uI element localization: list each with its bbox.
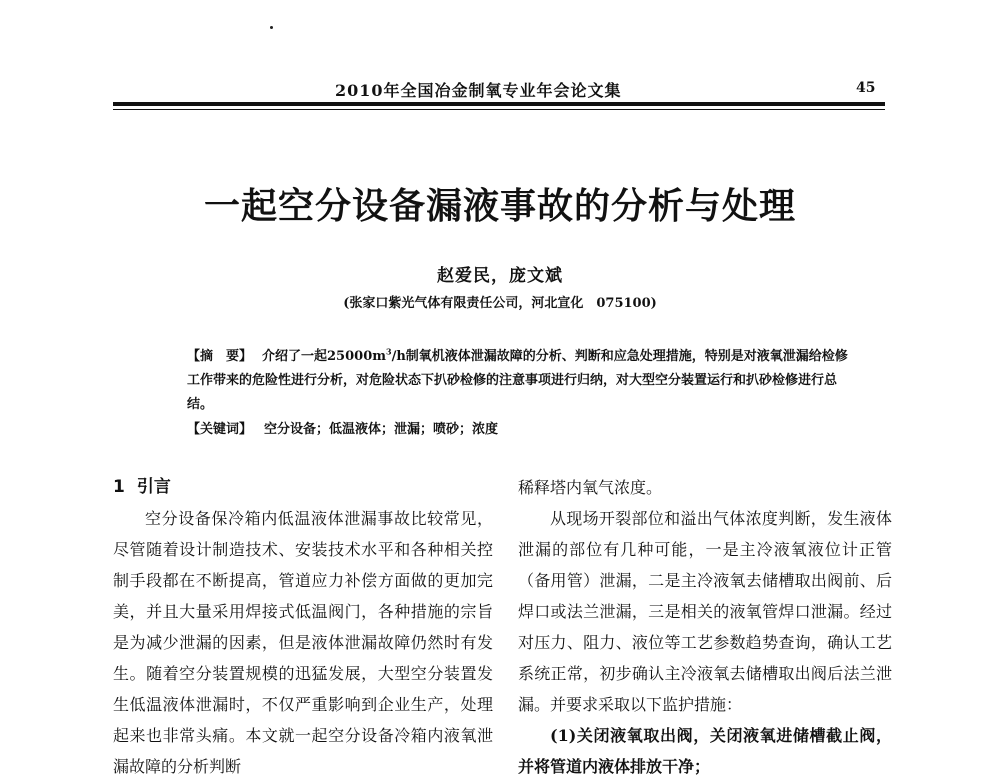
- header-rule-thin: [113, 109, 885, 110]
- journal-title: 2010年全国冶金制氧专业年会论文集: [335, 81, 622, 100]
- author-affiliation: (张家口紫光气体有限责任公司，河北宣化 075100): [343, 296, 657, 311]
- abstract-block: [163, 345, 849, 417]
- keywords-text: 空分设备；低温液体；泄漏；喷砂；浓度: [264, 422, 499, 437]
- abstract-unit-superscript: 3: [386, 346, 392, 357]
- analysis-paragraph: 从现场开裂部位和溢出气体浓度判断，发生液体泄漏的部位有几种可能，一是主冷液氧液位计正管（备用管）泄漏，二是主冷液氧去储槽取出阀前、后焊口或法兰泄漏，三是相关的液氧管焊口泄漏。经过对压力、阻力、液位等工艺参数趋势查询，确认工艺系统正常，初步确认主冷液氧去储槽取出阀后法兰泄漏。并要求采取以下监护措施：: [518, 509, 892, 714]
- abstract-text-after: 制氧机液体泄漏故障的分析、判断和应急处理措施，特别是对液氧泄漏给检修工作带来的危险性进行分析，对危险状态下扒砂检修的注意事项进行归纳，对大型空分装置运行和扒砂检修进行总结。: [187, 349, 848, 412]
- abstract-label: 【摘 要】: [187, 349, 253, 364]
- running-head: [0, 78, 1000, 102]
- author-names: 赵爱民，庞文斌: [437, 266, 563, 286]
- abstract-unit: [372, 346, 406, 364]
- keywords-label: 【关键词】: [187, 422, 253, 437]
- abstract-unit-base: m: [372, 349, 387, 364]
- section-number: 1: [113, 477, 125, 497]
- keywords-block: [187, 418, 847, 442]
- carry-over-text: 稀释塔内氧气浓度。: [518, 478, 663, 497]
- section-title: 引言: [136, 477, 171, 497]
- intro-paragraph: 空分设备保冷箱内低温液体泄漏事故比较常见，尽管随着设计制造技术、安装技术水平和各种相关控制手段都在不断提高，管道应力补偿方面做的更加完美，并且大量采用焊接式低温阀门，各种措施的宗旨是为减少泄漏的因素，但是液体泄漏故障仍然时有发生。随着空分装置规模的迅猛发展，大型空分装置发生低温液体泄漏时，不仅严重影响到企业生产，处理起来也非常头痛。本文就一起空分设备冷箱内液氧泄漏故障的分析判断: [113, 509, 493, 776]
- scan-speck: [270, 26, 273, 29]
- abstract-unit-after: /h: [391, 349, 406, 364]
- measure-item-1: (1)关闭液氧取出阀，关闭液氧进储槽截止阀，并将管道内液体排放干净；: [518, 726, 892, 776]
- abstract-text-before: 介绍了一起25000: [262, 349, 373, 364]
- header-rule-thick: [113, 102, 885, 106]
- page-number: 45: [856, 80, 876, 96]
- left-column: [113, 472, 493, 782]
- abstract-text: [163, 345, 849, 417]
- article-title: 一起空分设备漏液事故的分析与处理: [203, 185, 796, 227]
- right-column: [518, 472, 892, 782]
- section-heading: [113, 472, 493, 503]
